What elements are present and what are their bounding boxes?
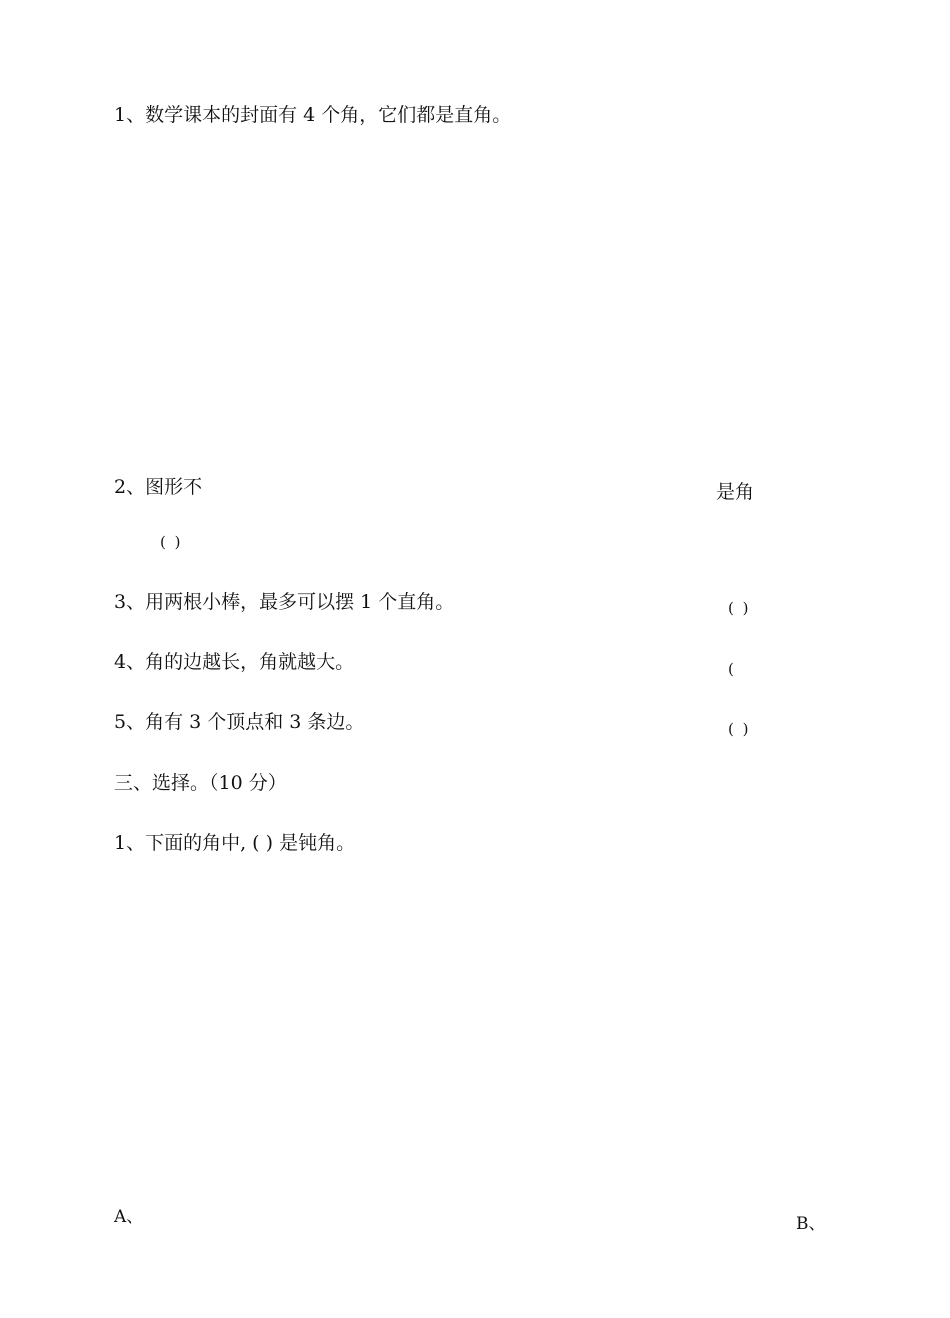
- question-4-answer-blank: (: [728, 660, 736, 678]
- question-3-answer-blank: ( ): [728, 599, 751, 617]
- question-2-answer-blank: ( ): [160, 533, 183, 551]
- question-4: 4、角的边越长，角就越大。: [114, 651, 355, 673]
- question-3: 3、用两根小棒，最多可以摆 1 个直角。: [114, 591, 455, 613]
- section-heading-choice: 三、选择。（10 分）: [114, 772, 287, 794]
- question-2-text-right: 是角: [716, 481, 755, 503]
- question-2-text-left: 2、图形不: [114, 476, 203, 498]
- choice-question-1: 1、下面的角中, ( ) 是钝角。: [114, 832, 356, 854]
- option-a-label: A、: [114, 1207, 144, 1227]
- question-1: 1、数学课本的封面有 4 个角，它们都是直角。: [114, 104, 512, 126]
- question-5: 5、角有 3 个顶点和 3 条边。: [114, 711, 365, 733]
- question-5-answer-blank: ( ): [728, 720, 751, 738]
- option-b-label: B、: [796, 1214, 826, 1234]
